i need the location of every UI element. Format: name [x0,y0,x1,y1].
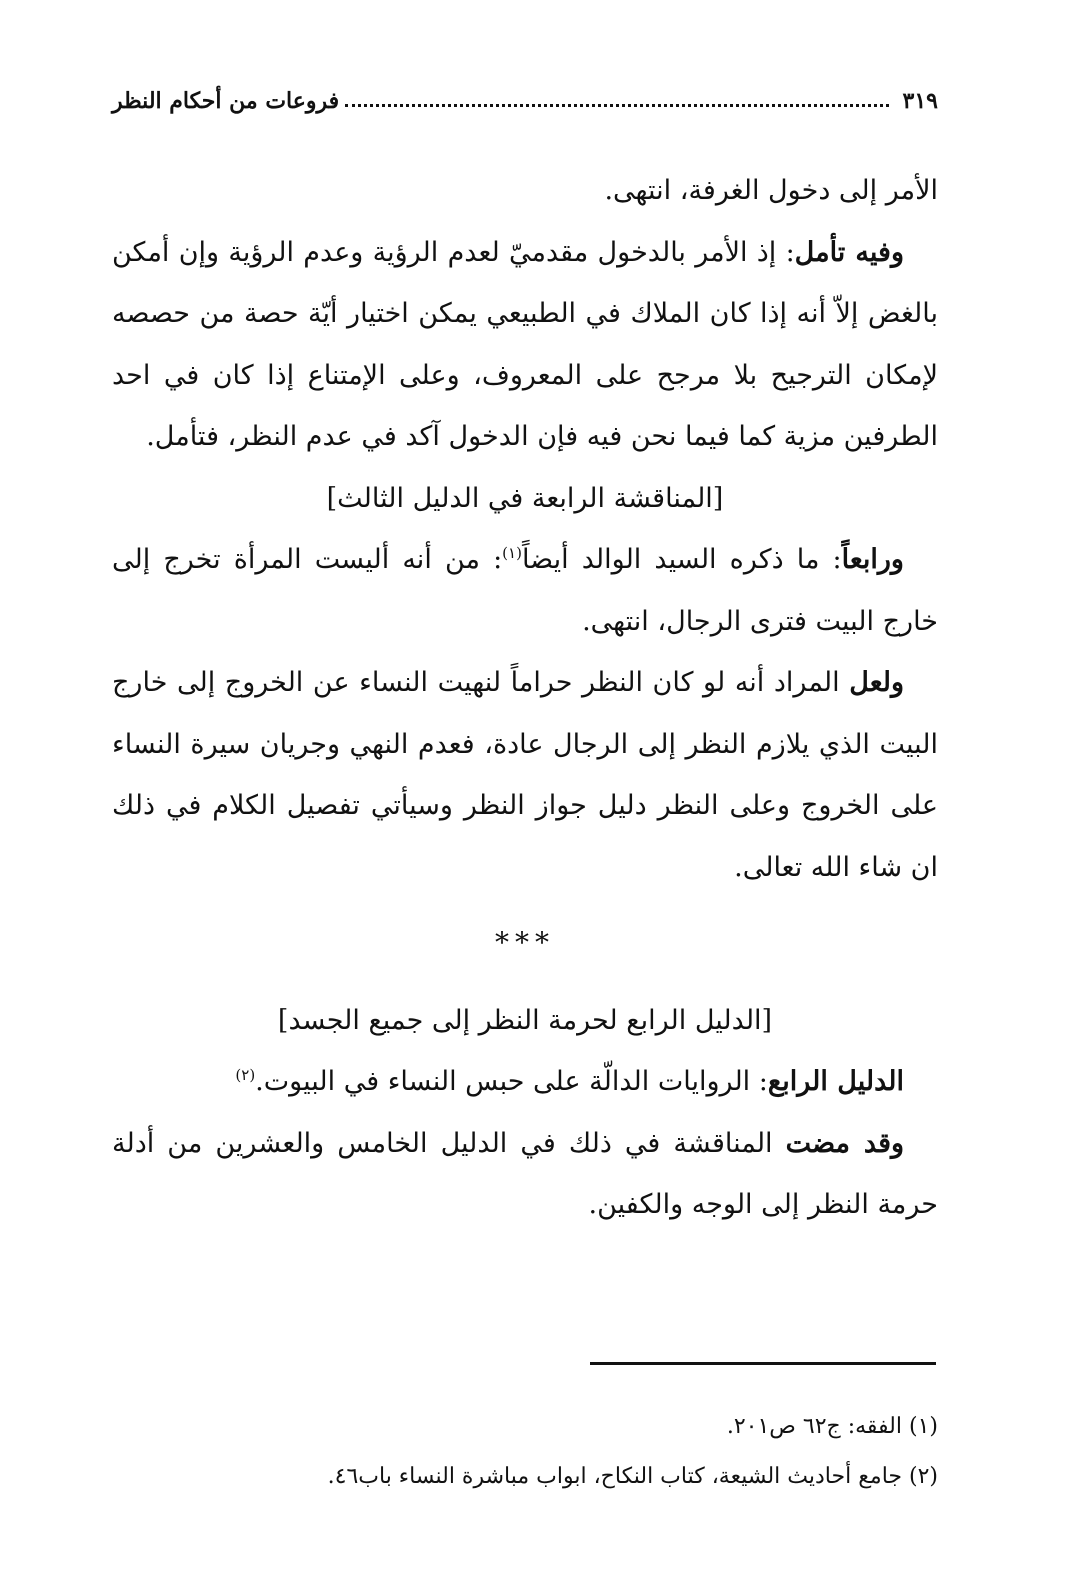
paragraph-3-text-a: : ما ذكره السيد الوالد أيضاً [521,544,842,575]
paragraph-1 [112,160,938,222]
footnote-ref-1: (١) [502,544,522,562]
running-header [112,80,938,114]
paragraph-3-lead: ورابعاً [841,544,904,575]
paragraph-5 [112,1051,938,1113]
section-heading-1: [المناقشة الرابعة في الدليل الثالث] [326,482,724,514]
section-separator-stars: *** [495,926,555,959]
paragraph-3 [112,529,938,652]
footnote-2: (٢) جامع أحاديث الشيعة، كتاب النكاح، ابواب مباشرة النساء باب٤٦. [327,1464,938,1489]
section-heading-2: [الدليل الرابع لحرمة النظر إلى جميع الجسد] [277,1004,773,1036]
paragraph-6-lead: وقد مضت [785,1127,905,1159]
paragraph-4 [112,652,938,898]
paragraph-6 [112,1113,938,1236]
paragraph-2-lead: وفيه تأمل [794,236,904,268]
paragraph-4-lead: ولعل [849,667,904,698]
paragraph-5-text: : الروايات الدالّة على حبس النساء في البيوت. [255,1066,768,1097]
paragraph-4-text: المراد أنه لو كان النظر حراماً لنهيت النساء عن الخروج إلى خارج البيت الذي يلازم النظر إلى الرجال عادة، فعدم النهي وجريان سيرة النساء على الخروج وعلى النظر دليل جواز النظر وسيأتي تفصيل الكلام في ذلك ان شاء الله تعالى. [112,667,938,883]
main-text [112,160,938,1236]
paragraph-2 [112,222,938,468]
footnote-1: (١) الفقه: ج٦٢ ص٢٠١. [726,1414,938,1439]
footnote-rule [590,1362,936,1365]
header-dot-leader [345,104,888,107]
paragraph-2-text: : إذ الأمر بالدخول مقدميّ لعدم الرؤية وعدم الرؤية وإن أمكن بالغض إلاّ أنه إذا كان الملاك في الطبيعي يمكن اختيار أيّة حصة من حصصه لإمكان الترجيح بلا مرجح على المعروف، وعلى الإمتناع إذا كان في احد الطرفين مزية كما فيما نحن فيه فإن الدخول آكد في عدم النظر، فتأمل. [112,236,938,452]
running-title: فروعات من أحكام النظر [112,88,340,114]
paragraph-3-text-b: : من أنه أليست المرأة تخرج إلى خارج البيت فترى الرجال، انتهى. [112,544,938,637]
footnotes [112,1402,938,1502]
paragraph-5-lead: الدليل الرابع [767,1066,904,1097]
paragraph-1-text: الأمر إلى دخول الغرفة، انتهى. [604,175,938,206]
footnote-ref-2: (٢) [235,1066,256,1084]
page-number: ٣١٩ [902,88,938,114]
paragraph-6-text: المناقشة في ذلك في الدليل الخامس والعشرين من أدلة حرمة النظر إلى الوجه والكفين. [112,1127,938,1220]
